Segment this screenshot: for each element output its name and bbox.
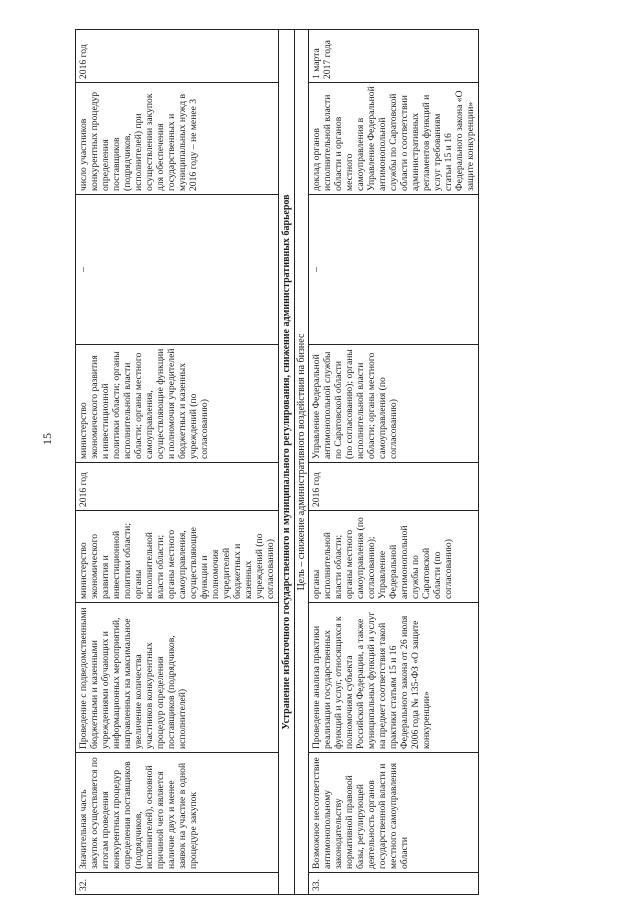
executor-cell: органы исполнительной власти области; органы местного самоуправления (по согласованию); Управление Федеральной антимонопольной службы по Саратовской области (по согласованию): [309, 511, 479, 603]
deadline-cell: 2016 год: [309, 463, 479, 511]
deadline-cell: 2016 год: [76, 463, 279, 511]
table-row: [76, 30, 279, 895]
page-number: 15: [40, 433, 54, 445]
measures-table: [75, 29, 479, 895]
table-row: [309, 30, 479, 895]
problem-cell: Возможное несоответствие антимонопольному законодательству нормативной правовой базы, регулирующей деятельность органов государственной власти и местного самоуправления области: [309, 753, 479, 873]
measure-cell: Проведение анализа практики реализации государственных функций и услуг, относящихся к полномочиям субъекта Российской Федерации, а также муниципальных функций и услуг на предмет соответствия такой практики статьям 15 и 16 Федерального закона от 26 июля 2006 года № 135-ФЗ «О защите конкуренции»: [309, 603, 479, 753]
goal-title: Цель – снижение административного воздействия на бизнес: [295, 30, 309, 895]
rotated-table-sheet: [75, 30, 565, 895]
responsible-cell: министерство экономического развития и инвестиционной политики области; органы исполнительной власти области; органы местного самоуправления, осуществляющие функции и полномочия учредителей бюджетных и казенных учреждений (по согласованию): [76, 345, 279, 463]
measure-cell: Проведение с подведомственными бюджетными и казенными учреждениями обучающих и информационных мероприятий, направленных на максимальное увеличение количества участников конкурентных процедур определения поставщиков (подрядчиков, исполнителей): [76, 603, 279, 753]
result-cell: число участников конкурентных процедур определения поставщиков (подрядчиков, исполнителей) при осуществлении закупок для обеспечения государственных и муниципальных нужд в 2016 году – не менее 3: [76, 83, 279, 195]
problem-cell: Значительная часть закупок осуществляется по итогам проведения конкурентных процедур определения поставщиков (подрядчиков, исполнителей), основной причиной чего является наличие двух и менее заявок на участие в одной процедуре закупок: [76, 753, 279, 873]
result-cell: доклад органов исполнительной власти области и органов местного самоуправления в Управление Федеральной антимонопольной службы по Саратовской области о соответствии административных регламентов функций и услуг требованиям статьи 15 и 16 Федерального закона «О защите конкуренции»: [309, 83, 479, 195]
goal-row: [295, 30, 309, 895]
row-number: 32.: [76, 873, 279, 895]
indicator-cell: –: [76, 195, 279, 345]
responsible-cell: Управление Федеральной антимонопольной службы по Саратовской области (по согласованию); органы исполнительной власти области; органы местного самоуправления (по согласованию): [309, 345, 479, 463]
report-date-cell: 2016 год: [76, 30, 279, 83]
indicator-cell: –: [309, 195, 479, 345]
report-date-cell: 1 марта 2017 года: [309, 30, 479, 83]
executor-cell: министерство экономического развития и инвестиционной политики области; органы исполнительной власти области; органы местного самоуправления, осуществляющие функции и полномочия учредителей бюджетных и казенных учреждений (по согласованию): [76, 511, 279, 603]
section-title: Устранение избыточного государственного и муниципального регулирования, снижение административных барьеров: [279, 30, 295, 895]
section-header-row: [279, 30, 295, 895]
row-number: 33.: [309, 873, 479, 895]
